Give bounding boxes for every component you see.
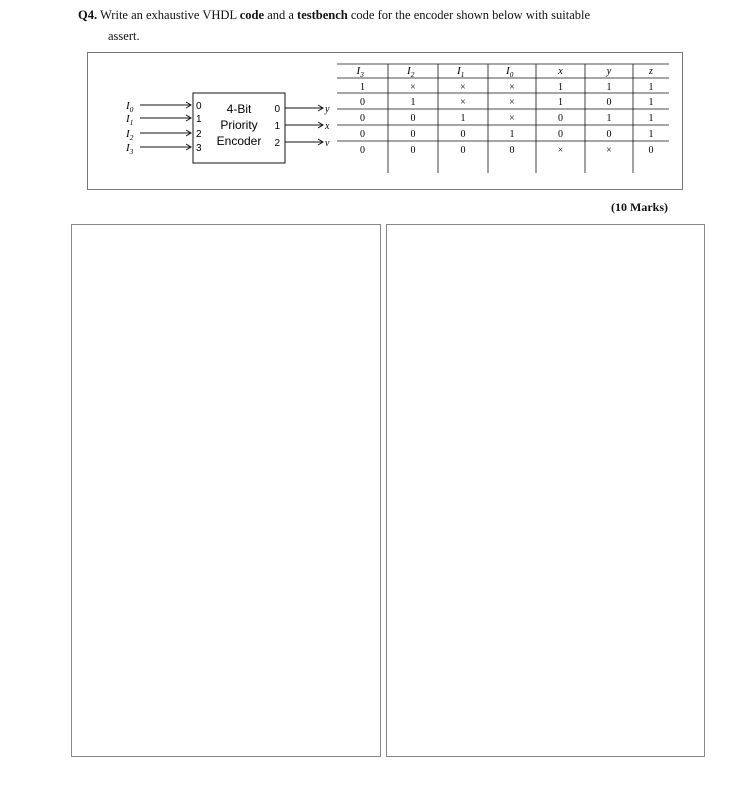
table-cell: × xyxy=(460,82,466,93)
table-cell: 1 xyxy=(460,113,466,124)
table-cell: 1 xyxy=(648,113,654,124)
question-number: Q4. xyxy=(78,8,98,22)
table-cell: 0 xyxy=(360,129,365,140)
table-cell: 0 xyxy=(460,129,466,140)
table-cell: × xyxy=(557,145,564,156)
table-cell: 0 xyxy=(460,145,466,156)
table-cell: 1 xyxy=(606,113,612,124)
table-header: $I_1$ xyxy=(457,65,465,79)
input-pin-label: 0 xyxy=(196,101,202,112)
output-pin-label: 0 xyxy=(274,104,280,115)
answer-box-code[interactable] xyxy=(71,224,381,757)
question-part: code for the encoder shown below with suitable xyxy=(347,8,591,22)
input-label: $I_2$ xyxy=(126,128,134,142)
table-cell: 0 xyxy=(558,113,563,124)
table-cell: 0 xyxy=(360,145,365,156)
table-cell: 0 xyxy=(360,113,365,124)
output-label: x xyxy=(325,121,330,132)
table-cell: × xyxy=(606,145,612,156)
table-cell: 1 xyxy=(360,82,365,93)
table-header: z xyxy=(649,66,653,77)
table-cell: 0 xyxy=(558,129,563,140)
encoder-title-line: Encoder xyxy=(216,134,262,148)
table-header: $I_3$ xyxy=(356,65,364,79)
question-bold-code: code xyxy=(239,8,265,22)
output-label: y xyxy=(325,104,330,115)
encoder-title-line: Priority xyxy=(220,118,258,132)
table-header: y xyxy=(606,66,612,77)
question-bold-testbench: testbench xyxy=(297,8,348,22)
table-cell: × xyxy=(460,97,466,108)
question-text-line2: assert. xyxy=(108,29,140,43)
figure-frame xyxy=(87,52,683,190)
input-pin-label: 1 xyxy=(196,114,202,125)
table-cell: 0 xyxy=(360,97,365,108)
output-label: v xyxy=(325,138,330,149)
input-label: $I_0$ xyxy=(126,100,134,114)
answer-box-testbench[interactable] xyxy=(386,224,705,757)
table-cell: 1 xyxy=(558,97,563,108)
output-pin-label: 2 xyxy=(274,138,280,149)
input-label: $I_1$ xyxy=(126,113,134,127)
table-cell: × xyxy=(509,97,515,108)
table-cell: 1 xyxy=(558,82,563,93)
marks-label: (10 Marks) xyxy=(611,200,668,214)
table-cell: 0 xyxy=(509,145,515,156)
table-cell: × xyxy=(509,113,515,124)
table-cell: 1 xyxy=(648,97,654,108)
encoder-figure xyxy=(88,53,684,191)
table-cell: 1 xyxy=(648,129,654,140)
table-cell: 0 xyxy=(410,145,416,156)
table-header: $I_0$ xyxy=(506,65,514,79)
table-cell: 0 xyxy=(606,97,612,108)
output-pin-label: 1 xyxy=(274,121,280,132)
table-cell: 0 xyxy=(410,129,416,140)
table-cell: 1 xyxy=(410,97,416,108)
table-cell: × xyxy=(410,82,416,93)
question-text xyxy=(78,8,590,23)
table-header: $I_2$ xyxy=(407,65,415,79)
table-cell: 1 xyxy=(509,129,515,140)
input-label: $I_3$ xyxy=(126,142,134,156)
table-cell: 1 xyxy=(648,82,654,93)
table-cell: × xyxy=(509,82,515,93)
encoder-title-line: 4-Bit xyxy=(226,102,252,116)
table-header: x xyxy=(558,66,563,77)
question-part: Write an exhaustive VHDL xyxy=(97,8,240,22)
input-pin-label: 2 xyxy=(196,129,202,140)
table-cell: 0 xyxy=(410,113,416,124)
table-cell: 0 xyxy=(606,129,612,140)
question-part: and a xyxy=(264,8,298,22)
input-pin-label: 3 xyxy=(196,143,202,154)
table-cell: 0 xyxy=(648,145,654,156)
table-cell: 1 xyxy=(606,82,612,93)
